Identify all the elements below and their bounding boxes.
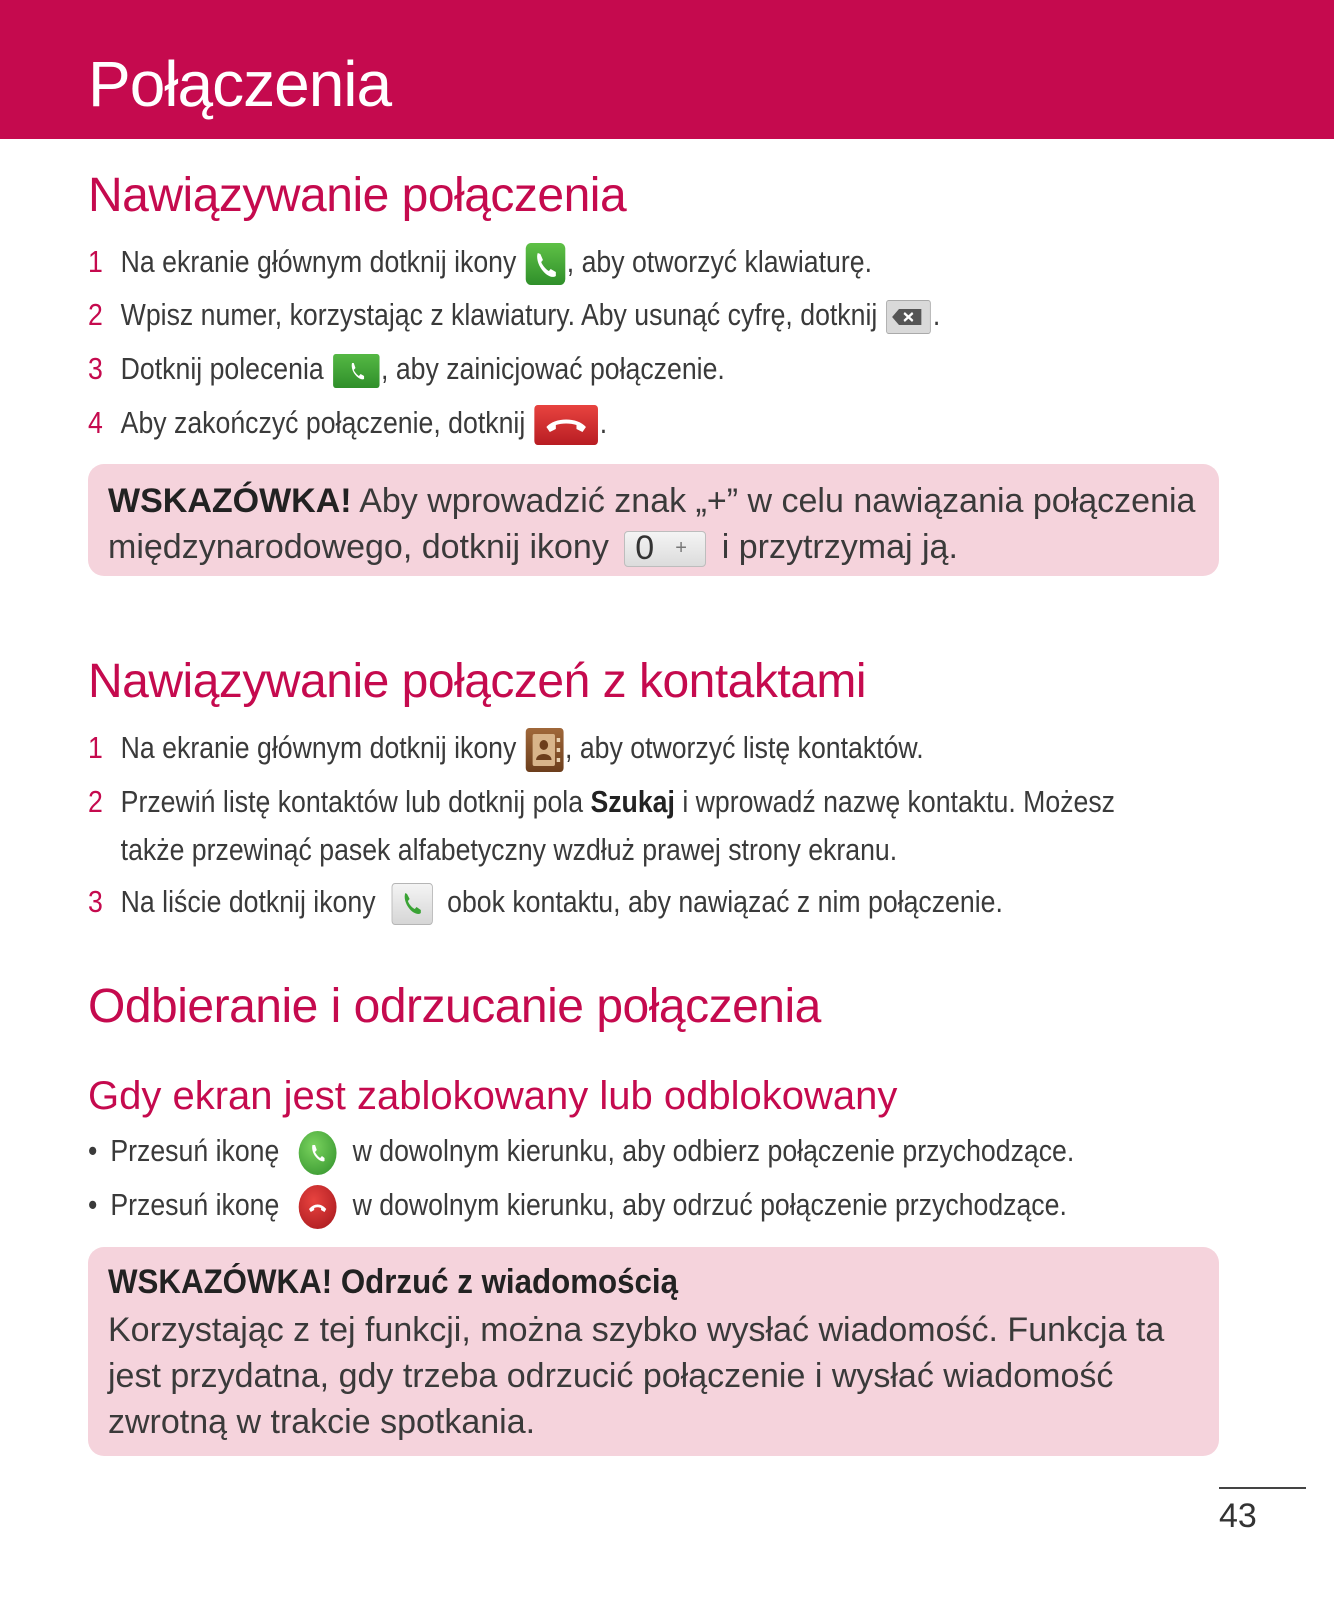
step-text-after: , aby otworzyć klawiaturę. [566, 244, 872, 279]
step-number: 3 [88, 351, 103, 386]
step-text-continuation: także przewinąć pasek alfabetyczny wzdłuż prawej strony ekranu. [120, 832, 898, 867]
step-3-call-contact [88, 878, 1103, 926]
bullet-text: Przesuń ikonę [110, 1187, 280, 1222]
tip-text [108, 1259, 1208, 1445]
tip-title: WSKAZÓWKA! Odrzuć z wiadomością [108, 1263, 679, 1301]
bullet-marker: • [88, 1133, 98, 1168]
section-heading-answer-reject: Odbieranie i odrzucanie połączenia [88, 980, 821, 1033]
step-text-after: , aby zainicjować połączenie. [381, 351, 725, 386]
bullet-answer-call [88, 1127, 1074, 1175]
page-title: Połączenia [88, 48, 392, 120]
step-text: Dotknij polecenia [120, 351, 324, 386]
backspace-icon [886, 300, 931, 334]
page-number-rule [1219, 1487, 1306, 1489]
step-text-after: , aby otworzyć listę kontaktów. [565, 730, 924, 765]
tip-body: Korzystając z tej funkcji, można szybko wysłać wiadomość. Funkcja ta jest przydatna, gdy trzeba odrzucić połączenie i wysłać wiadomość zwrotną w trakcie spotkania. [108, 1311, 1165, 1441]
zero-plus-key-icon: 0 + [624, 531, 706, 567]
step-text: Na liście dotknij ikony [120, 884, 376, 919]
step-4-end-call [88, 399, 1103, 447]
tip-body-after: i przytrzymaj ją. [712, 528, 958, 566]
end-call-icon [534, 405, 598, 445]
bullet-text: Przesuń ikonę [110, 1133, 280, 1168]
step-text: Aby zakończyć połączenie, dotknij [120, 405, 526, 440]
section-heading-call-contacts: Nawiązywanie połączeń z kontaktami [88, 655, 867, 708]
tip-box-reject-with-message [88, 1247, 1219, 1456]
step-number: 3 [88, 884, 103, 919]
tip-text [108, 478, 1208, 570]
step-number: 2 [88, 297, 103, 332]
step-text: Na ekranie głównym dotknij ikony [120, 730, 517, 765]
tip-box-international [88, 464, 1219, 576]
contacts-app-icon [525, 728, 563, 772]
step-number: 4 [88, 405, 103, 440]
step-2-search-contact [88, 778, 1116, 874]
step-text-after: obok kontaktu, aby nawiązać z nim połączenie. [439, 884, 1003, 919]
step-2-enter-number [88, 291, 1103, 339]
step-text: Przewiń listę kontaktów lub dotknij pola [120, 784, 591, 819]
bullet-decline-call [88, 1181, 1067, 1229]
call-button-icon [333, 354, 379, 388]
bullet-text-after: w dowolnym kierunku, aby odrzuć połączenie przychodzące. [345, 1187, 1067, 1222]
search-field-label: Szukaj [590, 784, 675, 819]
step-number: 2 [88, 784, 103, 819]
step-1-open-dialer [88, 238, 1103, 286]
step-1-open-contacts [88, 724, 1103, 772]
bullet-text-after: w dowolnym kierunku, aby odbierz połączenie przychodzące. [345, 1133, 1075, 1168]
tip-label: WSKAZÓWKA! [108, 482, 352, 520]
step-number: 1 [88, 730, 103, 765]
bullet-marker: • [88, 1187, 98, 1222]
page-number: 43 [1219, 1497, 1257, 1535]
step-text-after: i wprowadź nazwę kontaktu. Możesz [674, 784, 1116, 819]
step-text-after: . [932, 297, 941, 332]
contact-call-icon [392, 883, 433, 925]
answer-call-icon [299, 1131, 337, 1175]
step-number: 1 [88, 244, 103, 279]
decline-call-icon [299, 1185, 337, 1229]
phone-app-icon [525, 243, 565, 285]
tip-body: Aby wprowadzić znak „+” w celu nawiązania połączenia międzynarodowego, dotknij ikony [108, 482, 1196, 566]
section-heading-making-call: Nawiązywanie połączenia [88, 169, 627, 222]
step-text: Wpisz numer, korzystając z klawiatury. Aby usunąć cyfrę, dotknij [120, 297, 878, 332]
subheading-locked-unlocked: Gdy ekran jest zablokowany lub odblokowany [88, 1074, 898, 1118]
step-text-after: . [599, 405, 608, 440]
step-text: Na ekranie głównym dotknij ikony [120, 244, 517, 279]
step-3-start-call [88, 345, 1103, 393]
